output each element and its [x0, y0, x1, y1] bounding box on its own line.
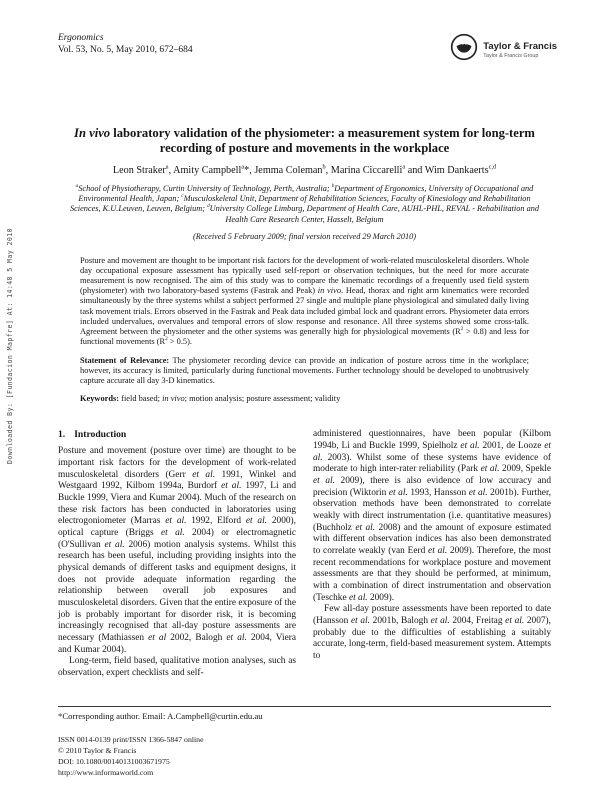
left-column	[58, 429, 296, 679]
publisher-group: Taylor & Francis Group	[483, 52, 539, 59]
received-dates: (Received 5 February 2009; final version received 29 March 2010)	[192, 232, 417, 242]
authors-line: Leon Straker$^a$, Amity Campbell$^a$*, Jemma Coleman$^b$, Marina Ciccarelli$^a$ and Wim Dankaerts$^{c,d}$	[112, 163, 497, 176]
paragraph: administered questionnaires, have been popular (Kilbom 1994b, Li and Buckle 1999, Spielholz et al. 2001, de Looze et al. 2003). Whilst some of these systems have evidence of moderate to high inter-rater reliability (Park et al. 2009, Spekle et al. 2009), there is also evidence of low accuracy and precision (Wiktorin et al. 1993, Hansson et al. 2001b). Further, observation methods have been demonstrated to correlate weakly with direct instrumentation (i.e. quantitative measures) (Buchholz et al. 2008) and the amount of exposure estimated with different observation indices has also been demonstrated to correlate weakly (van Eerd et al. 2009). Therefore, the most recent recommendations for workplace posture and movement assessments are that they should be performed, at minimum, with a combination of direct instrumentation and observation (Teschke et al. 2009).	[313, 429, 552, 603]
paragraph: Few all-day posture assessments have been reported to date (Hansson et al. 2001b, Balogh et al. 2004, Freitag et al. 2007), probably due to the difficulties of establishing a suitably accurate, long-term, field-based measurement system. Attempts to	[313, 604, 551, 661]
publisher-logo	[450, 33, 557, 66]
body-columns	[0, 429, 609, 679]
copyright-line: © 2010 Taylor & Francis	[58, 746, 137, 756]
taylor-francis-logo-icon	[450, 33, 478, 66]
corresponding-author-note: *Corresponding author. Email: A.Campbell@curtin.edu.au	[58, 711, 263, 721]
page-header	[0, 0, 609, 66]
doi-line: DOI: 10.1080/00140131003671975	[58, 757, 170, 767]
journal-issue: Vol. 53, No. 5, May 2010, 672–684	[58, 45, 193, 55]
publication-info	[58, 734, 551, 778]
abstract-body: Posture and movement are thought to be important risk factors for the development of work-related musculoskeletal disorders. Whole day occupational exposure assessment has typically used self-report or observation techniques, but the need for more accurate measurement is now recognised. The aim of this study was to compare the kinematic recordings of a frequently used field system (physiometer) with two laboratory-based systems (Fastrak and Peak) in vivo. Head, thorax and right arm kinematics were recorded simultaneously by the three systems whilst a subject performed 27 single and multiple plane physiological and simulated daily living task movement trials. Errors observed in the Fastrak and Peak data included gimbal lock and quadrant errors. Physiometer data errors included undervalues, overvalues and temporal errors of slow response and resonance. All three systems showed some cross-talk. Agreement between the physiometer and the other systems was generally high for physiological movements $(R^2 > 0.8)$ and less for functional movements $(R^2 > 0.5)$.	[80, 256, 529, 346]
journal-info	[58, 33, 193, 55]
section-heading-introduction	[58, 429, 296, 441]
download-watermark: Downloaded By: [Fundacion Mapfre] At: 14:48 5 May 2010	[6, 228, 14, 464]
issn-line: ISSN 0014-0139 print/ISSN 1366-5847 online	[58, 735, 204, 744]
abstract	[0, 256, 609, 404]
article-title: In vivo laboratory validation of the physiometer: a measurement system for long-term recording of posture and movements in the workplace	[74, 126, 535, 155]
section-label: Introduction	[74, 429, 127, 441]
keywords-line: Keywords: field based; in vivo; motion analysis; posture assessment; validity	[80, 394, 341, 404]
paragraph: Posture and movement (posture over time) are thought to be important risk factors for the development of work-related musculoskeletal disorders (Gerr et al. 1991, Winkel and Westgaard 1992, Kilbom 1994a, Burdorf et al. 1997, Li and Buckle 1999, Viera and Kumar 2004). Much of the research on these risk factors has been conducted in laboratories using electrogoniometer (Marras et al. 1992, Elford et al. 2000), optical capture (Briggs et al. 2004) or electromagnetic (O'Sullivan et al. 2006) motion analysis systems. Whilst this research has been useful, including providing insights into the physical demands of different tasks and equipment designs, it does not provide adequate information regarding the relationship between overall job exposures and musculoskeletal disorders. Given that the entire exposure of the job is probably important for disorder risk, it is becoming increasingly recognised that all-day posture assessments are necessary (Mathiassen et al 2002, Balogh et al. 2004, Viera and Kumar 2004).	[58, 446, 297, 655]
paragraph: Long-term, field based, qualitative motion analyses, such as observation, expert checklists and self-	[58, 656, 296, 678]
affiliations: $^a$School of Physiotherapy, Curtin University of Technology, Perth, Australia; $^b$Department of Ergonomics, University of Occupational and Environmental Health, Japan; $^c$Musculoskeletal Unit, Department of Rehabilitation Sciences, Faculty of Kinesiology and Rehabilitation Sciences, K.U.Leuven, Leuven, Belgium; $^d$University College Limburg, Department of Health Care, AUHL-PHL, REVAL - Rehabilitation and Health Care Research Center, Hasselt, Belgium	[69, 182, 540, 224]
journal-title: Ergonomics	[58, 33, 104, 43]
footnote-area	[58, 706, 551, 778]
statement-of-relevance: Statement of Relevance: The physiometer recording device can provide an indication of posture across time in the workplace; however, its accuracy is limited, particularly during functional movements. Further technology should be developed to unobtrusively capture accurate all day 3-D kinematics.	[80, 355, 529, 386]
publisher-name: Taylor & Francis	[483, 40, 557, 52]
right-column	[313, 429, 551, 679]
section-number: 1.	[58, 429, 66, 441]
publisher-wordmark	[483, 41, 557, 59]
publisher-url: http://www.informaworld.com	[58, 768, 154, 778]
